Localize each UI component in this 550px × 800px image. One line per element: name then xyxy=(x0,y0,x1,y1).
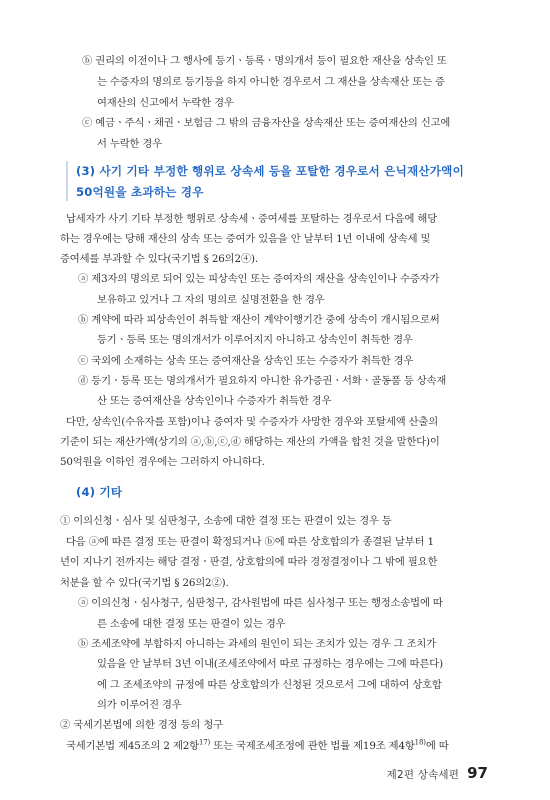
text-line: ⓑ 계약에 따라 피상속인이 취득할 재산이 계약이행기간 중에 상속이 개시됨으로써 xyxy=(78,314,440,326)
text-line: ⓐ 이의신청ㆍ심사청구, 심판청구, 감사원법에 따른 심사청구 또는 행정소송법에 따 xyxy=(78,597,443,609)
text-line: 산 또는 증여재산을 상속인이나 수증자가 취득한 경우 xyxy=(97,395,332,407)
text-segment: 국세기본법 제45조의 2 제2항 xyxy=(66,740,199,752)
text-line: 서 누락한 경우 xyxy=(97,138,163,150)
text-line: 등기ㆍ등록 또는 명의개서가 이루어지지 아니하고 상속인이 취득한 경우 xyxy=(97,334,413,346)
text-line: 보유하고 있거나 그 자의 명의로 실명전환을 한 경우 xyxy=(97,294,325,306)
text-segment: 에 따 xyxy=(425,740,449,752)
section-heading-3: (3) 사기 기타 부정한 행위로 상속세 등을 포탈한 경우로서 은닉재산가액이 xyxy=(76,164,464,178)
text-line: 처분을 할 수 있다(국기법 § 26의2②). xyxy=(60,577,229,589)
text-line: 여재산의 신고에서 누락한 경우 xyxy=(97,97,234,109)
text-line: ⓒ 예금ㆍ주식ㆍ채권ㆍ보험금 그 밖의 금융자산을 상속재산 또는 증여재산의 신고에 xyxy=(82,117,451,129)
text-line-with-footnotes xyxy=(66,740,449,752)
text-line: 년이 지나기 전까지는 해당 결정ㆍ판결, 상호합의에 따라 경정결정이나 그 밖에 필요한 xyxy=(60,556,438,568)
text-line: 50억원을 이하인 경우에는 그러하지 아니하다. xyxy=(60,456,265,468)
footnote-ref-18: 18) xyxy=(414,738,426,747)
section-heading-3-cont: 50억원을 초과하는 경우 xyxy=(76,185,204,199)
text-line: ① 이의신청ㆍ심사 및 심판청구, 소송에 대한 결정 또는 판결이 있는 경우 등 xyxy=(60,515,392,527)
text-line: 의가 이루어진 경우 xyxy=(97,699,182,711)
page-number: 97 xyxy=(467,764,488,782)
section-heading-4: (4) 기타 xyxy=(76,485,123,499)
text-line: 른 소송에 대한 결정 또는 판결이 있는 경우 xyxy=(97,618,286,630)
text-line: ⓒ 국외에 소재하는 상속 또는 증여재산을 상속인 또는 수증자가 취득한 경우 xyxy=(78,355,414,367)
text-line: 에 그 조세조약의 규정에 따른 상호합의가 신청된 것으로서 그에 대하여 상호합 xyxy=(97,679,442,691)
text-line: 는 수증자의 명의로 등기등을 하지 아니한 경우로서 그 재산을 상속재산 또는 증 xyxy=(97,76,445,88)
text-line: 납세자가 사기 기타 부정한 행위로 상속세ㆍ증여세를 포탈하는 경우로서 다음에 해당 xyxy=(66,213,437,225)
text-line: ② 국세기본법에 의한 경정 등의 청구 xyxy=(60,719,223,731)
text-line: 증여세를 부과할 수 있다(국기법 § 26의2④). xyxy=(60,253,258,265)
text-line: ⓑ 조세조약에 부합하지 아니하는 과세의 원인이 되는 조치가 있는 경우 그 조치가 xyxy=(78,638,436,650)
text-line: 있음을 안 날부터 3년 이내(조세조약에서 따로 규정하는 경우에는 그에 따른다) xyxy=(97,658,443,670)
text-line: 다음 ⓐ에 따른 결정 또는 판결이 확정되거나 ⓑ에 따른 상호합의가 종결된 날부터 1 xyxy=(66,536,434,548)
text-line: ⓑ 권리의 이전이나 그 행사에 등기ㆍ등록ㆍ명의개서 등이 필요한 재산을 상속인 또 xyxy=(82,55,447,67)
text-line: 기준이 되는 재산가액(상기의 ⓐ,ⓑ,ⓒ,ⓓ 해당하는 재산의 가액을 합친 것을 말한다)이 xyxy=(60,436,440,448)
text-segment: 또는 국제조세조정에 관한 법률 제19조 제4항 xyxy=(210,740,415,752)
text-line: 다만, 상속인(수유자를 포함)이나 증여자 및 수증자가 사망한 경우와 포탈세액 산출의 xyxy=(66,416,439,428)
footer-part-title: 제2편 상속세편 xyxy=(386,769,460,781)
page-footer xyxy=(387,764,488,782)
text-line: ⓓ 등기ㆍ등록 또는 명의개서가 필요하지 아니한 유가증권ㆍ서화ㆍ골동품 등 상속재 xyxy=(78,375,447,387)
text-line: ⓐ 제3자의 명의로 되어 있는 피상속인 또는 증여자의 재산을 상속인이나 수증자가 xyxy=(78,273,440,285)
text-line: 하는 경우에는 당해 재산의 상속 또는 증여가 있음을 안 날부터 1년 이내에 상속세 및 xyxy=(60,233,431,245)
footnote-ref-17: 17) xyxy=(198,738,211,747)
